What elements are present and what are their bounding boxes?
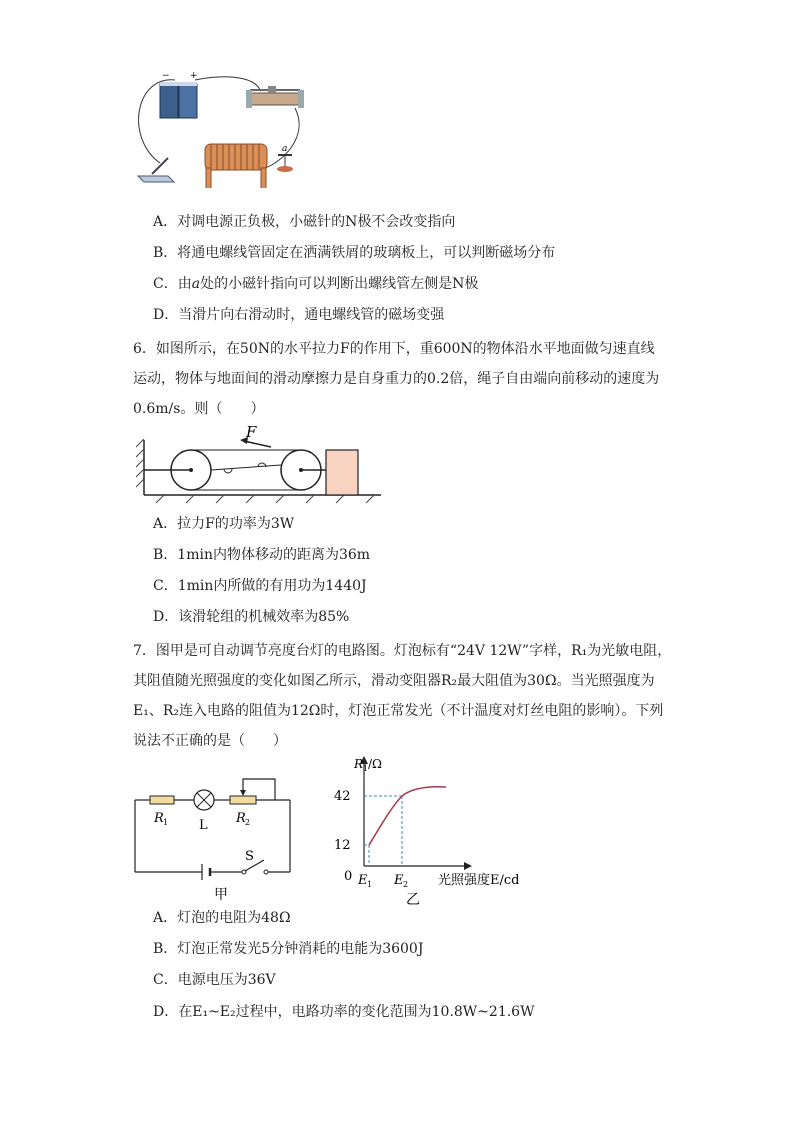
q6-option-c: C．1min内所做的有用功为1440J (153, 578, 367, 594)
q7-option-b: B．灯泡正常发光5分钟消耗的电能为3600J (153, 941, 424, 957)
q6-option-a: A．拉力F的功率为3W (153, 516, 295, 532)
resistor-r1-icon (150, 796, 174, 804)
svg-text:1: 1 (363, 764, 369, 773)
svg-text:F: F (246, 425, 257, 441)
svg-text:1: 1 (367, 880, 373, 889)
cell-icon (202, 864, 210, 880)
chart-caption: 乙 (406, 892, 420, 908)
chart-origin: 0 (344, 869, 353, 884)
q6-stem: 6．如图所示，在50N的水平拉力F的作用下，重600N的物体沿水平地面做匀速直线 运动，物体与地面间的滑动摩擦力是自身重力的0.2倍，绳子自由端向前移动的速度为 0.6m/s。则（ ） (133, 341, 660, 417)
q7-option-a: A．灯泡的电阻为48Ω (153, 910, 291, 926)
q6-option-b: B．1min内物体移动的距离为36m (153, 547, 371, 563)
q6-option-d: D．该滑轮组的机械效率为85% (153, 609, 350, 625)
block-object (326, 450, 358, 495)
force-arrow-icon (240, 425, 271, 447)
rheostat-icon (246, 86, 304, 108)
chart-ytick-42: 42 (334, 789, 351, 804)
svg-text:甲: 甲 (214, 887, 228, 902)
svg-text:a: a (282, 144, 288, 154)
svg-text:R: R (154, 811, 164, 826)
lamp-icon (194, 790, 214, 810)
svg-text:2: 2 (403, 880, 409, 889)
svg-text:2: 2 (245, 818, 251, 827)
q7-stem: 7．图甲是可自动调节亮度台灯的电路图。灯泡标有“24V 12W”字样，R₁为光敏电阻， 其阻值随光照强度的变化如图乙所示，滑动变阻器R₂最大阻值为30Ω。当光照强度为 E₁、R₂连入电路的阻值为12Ω时，灯泡正常发光（不计温度对灯丝电阻的影响）。下列 说法不正确的是（ ） (133, 643, 672, 749)
solenoid-icon (205, 144, 267, 188)
q7-chart-figure (330, 752, 540, 908)
q7-circuit-figure (130, 772, 300, 902)
q5-option-c: C．由a处的小磁针指向可以判断出螺线管左侧是N极 (153, 276, 479, 292)
svg-text:−: − (162, 71, 170, 81)
svg-text:/Ω: /Ω (368, 757, 382, 771)
svg-text:+: + (190, 71, 198, 81)
svg-text:S: S (245, 849, 254, 864)
chart-ytick-12: 12 (334, 838, 351, 853)
q5-option-b: B．将通电螺线管固定在洒满铁屑的玻璃板上，可以判断磁场分布 (153, 245, 556, 261)
svg-text:1: 1 (163, 818, 169, 827)
movable-pulley-icon (281, 450, 326, 490)
q6-pulley-figure (136, 425, 386, 505)
svg-text:L: L (199, 818, 208, 833)
q5-apparatus-figure (130, 68, 310, 188)
chart-xtick-e1: E (358, 873, 368, 888)
q7-option-d: D．在E₁~E₂过程中，电路功率的变化范围为10.8W~21.6W (153, 1004, 535, 1020)
chart-ylabel: R (354, 757, 364, 771)
svg-text:R: R (236, 811, 246, 826)
chart-xlabel: 光照强度E/cd (438, 873, 520, 888)
fixed-pulley-icon (144, 450, 211, 490)
resistor-r2-icon (230, 796, 256, 804)
chart-xtick-e2: E (394, 873, 404, 888)
chart-series-line (369, 787, 446, 845)
q5-option-d: D．当滑片向右滑动时，通电螺线管的磁场变强 (153, 307, 445, 323)
battery-icon (160, 71, 198, 118)
q5-option-a: A．对调电源正负极，小磁针的N极不会改变指向 (153, 214, 456, 230)
knife-switch-icon (138, 158, 174, 182)
q7-option-c: C．电源电压为36V (153, 972, 276, 988)
